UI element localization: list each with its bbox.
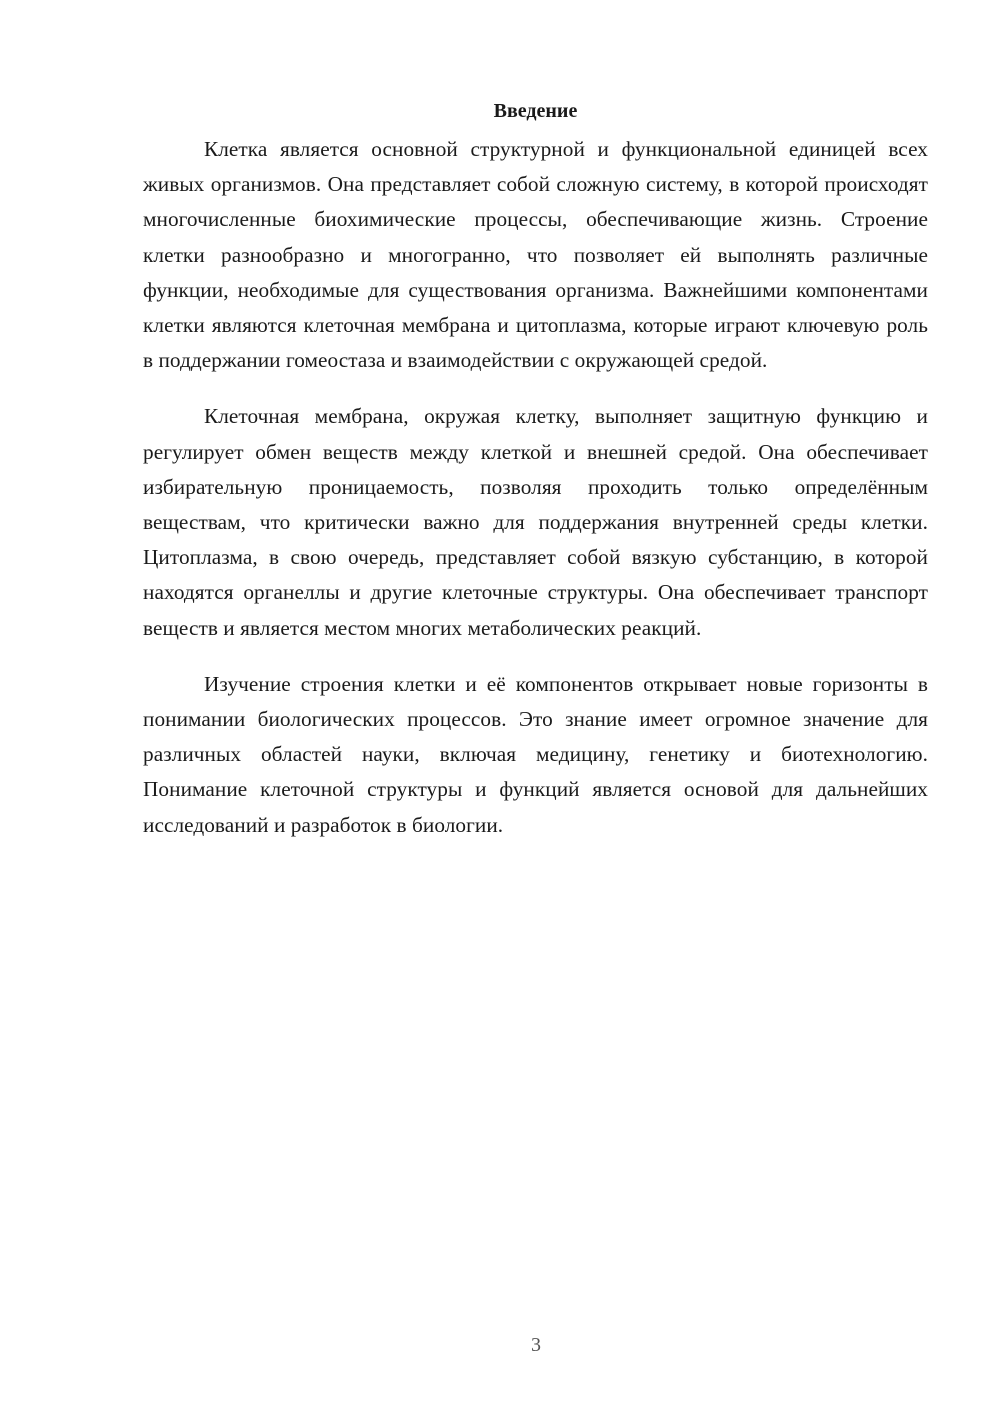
- section-heading: Введение: [493, 100, 578, 122]
- page-number: 3: [531, 1334, 541, 1356]
- paragraph-3: Изучение строения клетки и её компонентов открывает новые горизонты в понимании биологических процессов. Это знание имеет огромное значение для различных областей науки, включая медицину, генетику и биотехнологию. Понимание клеточной структуры и функций является основой для дальнейших исследований и разработок в биологии.: [143, 671, 928, 837]
- page-content: [143, 96, 928, 864]
- paragraph-1: Клетка является основной структурной и функциональной единицей всех живых организмов. Она представляет собой сложную систему, в которой происходят многочисленные биохимические процессы, обеспечивающие жизнь. Строение клетки разнообразно и многогранно, что позволяет ей выполнять различные функции, необходимые для существования организма. Важнейшими компонентами клетки являются клеточная мембрана и цитоплазма, которые играют ключевую роль в поддержании гомеостаза и взаимодействии с окружающей средой.: [143, 137, 928, 373]
- paragraph-2: Клеточная мембрана, окружая клетку, выполняет защитную функцию и регулирует обмен веществ между клеткой и внешней средой. Она обеспечивает избирательную проницаемость, позволяя проходить только определённым веществам, что критически важно для поддержания внутренней среды клетки. Цитоплазма, в свою очередь, представляет собой вязкую субстанцию, в которой находятся органеллы и другие клеточные структуры. Она обеспечивает транспорт веществ и является местом многих метаболических реакций.: [143, 404, 928, 640]
